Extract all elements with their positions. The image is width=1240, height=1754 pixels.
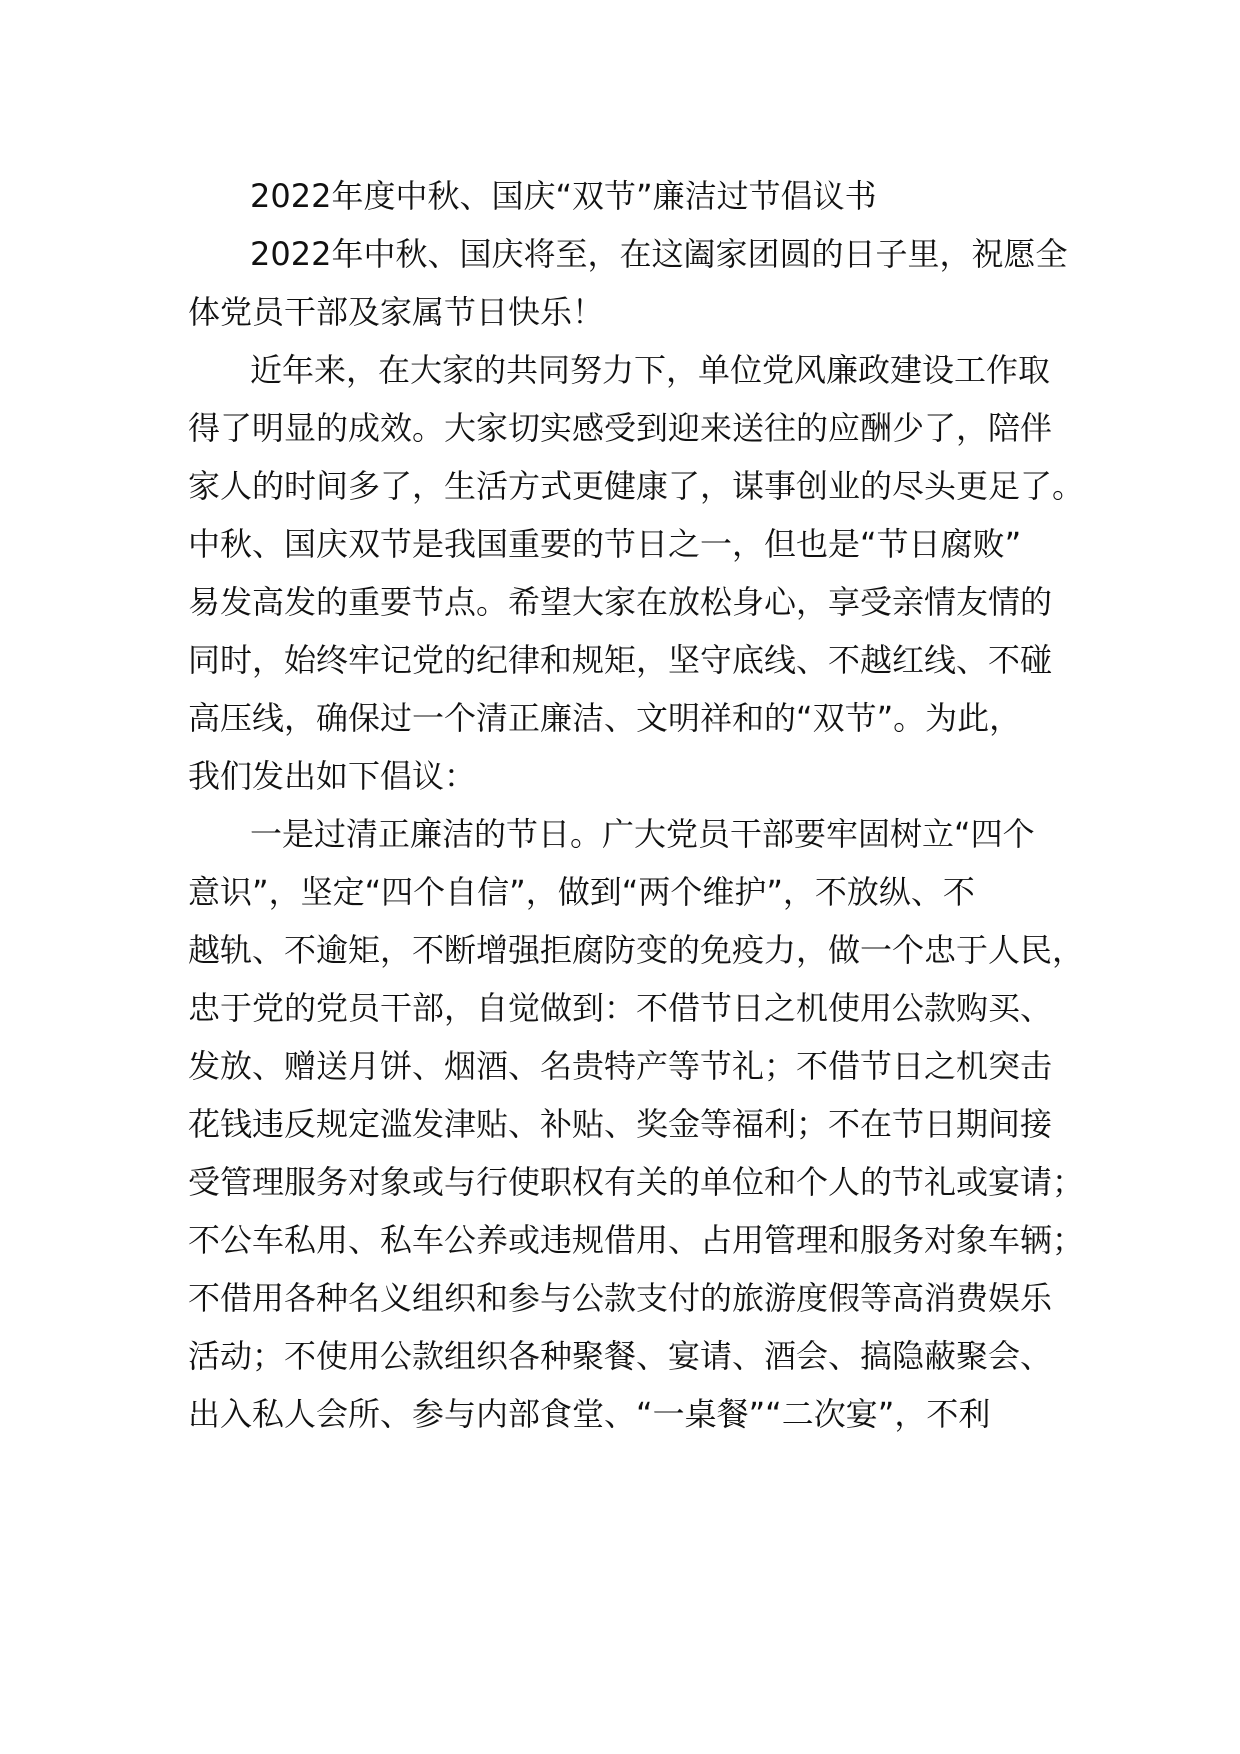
paragraph-line: 得了明显的成效。大家切实感受到迎来送往的应酬少了，陪伴 (188, 409, 1053, 447)
paragraph-line: 不借用各种名义组织和参与公款支付的旅游度假等高消费娱乐 (188, 1279, 1053, 1317)
paragraph-line: 忠于党的党员干部，自觉做到：不借节日之机使用公款购买、 (188, 989, 1053, 1027)
paragraph-line: 同时，始终牢记党的纪律和规矩，坚守底线、不越红线、不碰 (188, 641, 1053, 679)
paragraph-line: 易发高发的重要节点。希望大家在放松身心，享受亲情友情的 (188, 583, 1053, 621)
paragraph-line: 我们发出如下倡议： (188, 757, 477, 795)
paragraph-line: 活动；不使用公款组织各种聚餐、宴请、酒会、搞隐蔽聚会、 (188, 1337, 1053, 1375)
paragraph-line: 近年来，在大家的共同努力下，单位党风廉政建设工作取 (250, 351, 1051, 389)
paragraph-line: 体党员干部及家属节日快乐！ (188, 293, 605, 331)
paragraph-line: 中秋、国庆双节是我国重要的节日之一，但也是“节日腐败” (188, 525, 1022, 563)
paragraph-line: 家人的时间多了，生活方式更健康了，谋事创业的尽头更足了。 (188, 467, 1085, 505)
document-title: 2022年度中秋、国庆“双节”廉洁过节倡议书 (250, 177, 877, 215)
paragraph-line: 不公车私用、私车公养或违规借用、占用管理和服务对象车辆； (188, 1221, 1085, 1259)
paragraph-line: 一是过清正廉洁的节日。广大党员干部要牢固树立“四个 (250, 815, 1035, 853)
paragraph-line: 越轨、不逾矩，不断增强拒腐防变的免疫力，做一个忠于人民， (188, 931, 1085, 969)
paragraph-line: 高压线，确保过一个清正廉洁、文明祥和的“双节”。为此， (188, 699, 1022, 737)
paragraph-line: 出入私人会所、参与内部食堂、“一桌餐”“二次宴”，不利 (188, 1395, 991, 1433)
paragraph-line: 花钱违反规定滥发津贴、补贴、奖金等福利；不在节日期间接 (188, 1105, 1053, 1143)
paragraph-line: 发放、赠送月饼、烟酒、名贵特产等节礼；不借节日之机突击 (188, 1047, 1053, 1085)
paragraph-line: 意识”，坚定“四个自信”，做到“两个维护”，不放纵、不 (188, 873, 975, 911)
paragraph-line: 2022年中秋、国庆将至，在这阖家团圆的日子里，祝愿全 (250, 235, 1068, 273)
paragraph-line: 受管理服务对象或与行使职权有关的单位和个人的节礼或宴请； (188, 1163, 1085, 1201)
